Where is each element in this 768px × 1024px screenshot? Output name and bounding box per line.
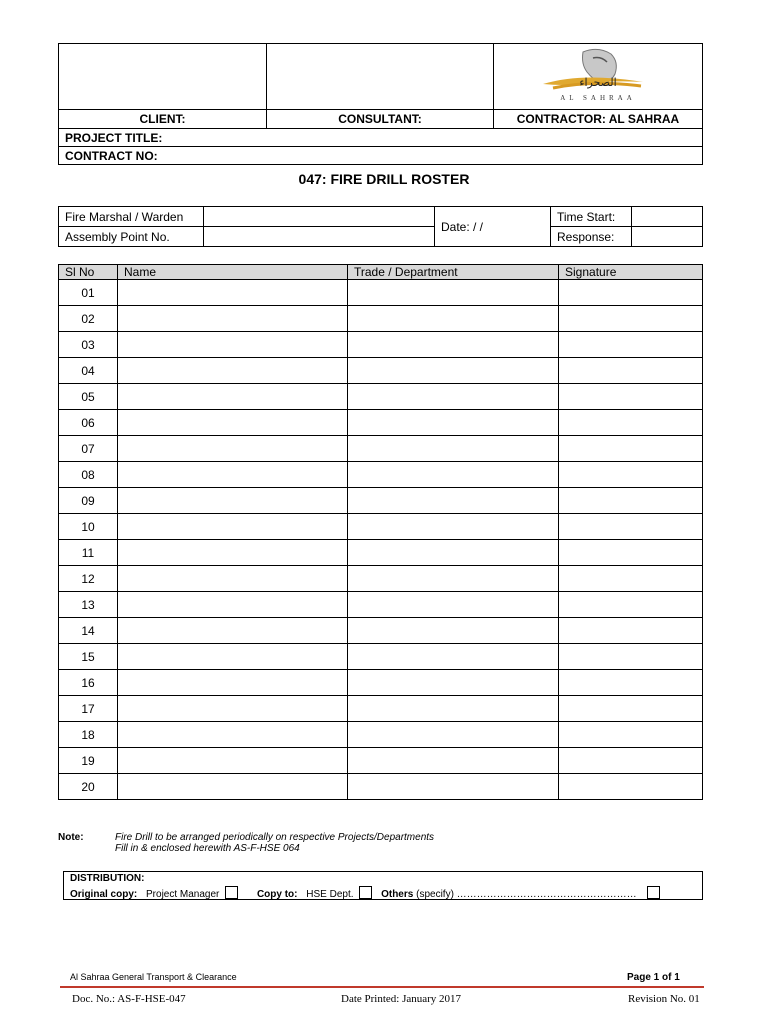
sl-no-cell: 15 [59, 644, 118, 670]
name-cell[interactable] [118, 384, 348, 410]
signature-cell[interactable] [559, 332, 703, 358]
form-title: 047: FIRE DRILL ROSTER [298, 171, 470, 187]
signature-cell[interactable] [559, 696, 703, 722]
trade-department-cell[interactable] [348, 280, 559, 306]
name-cell[interactable] [118, 306, 348, 332]
assembly-point-field[interactable] [204, 227, 435, 247]
sl-no-cell: 16 [59, 670, 118, 696]
logo-text: AL SAHRAA [560, 94, 636, 102]
project-title-label: PROJECT TITLE: [59, 129, 703, 147]
trade-department-cell[interactable] [348, 644, 559, 670]
consultant-label: CONSULTANT: [267, 110, 494, 129]
contractor-logo-cell [494, 44, 703, 110]
name-cell[interactable] [118, 722, 348, 748]
client-logo-cell [59, 44, 267, 110]
name-cell[interactable] [118, 410, 348, 436]
original-copy-label: Original copy: [70, 889, 138, 900]
table-row [59, 358, 703, 384]
sl-no-cell: 12 [59, 566, 118, 592]
trade-department-cell[interactable] [348, 384, 559, 410]
info-table [58, 206, 703, 247]
header-signature: Signature [559, 265, 703, 280]
name-cell[interactable] [118, 462, 348, 488]
signature-cell[interactable] [559, 670, 703, 696]
signature-cell[interactable] [559, 358, 703, 384]
date-field[interactable]: Date: / / [435, 207, 551, 247]
footer-page-number: Page 1 of 1 [627, 972, 680, 983]
table-row [59, 384, 703, 410]
name-cell[interactable] [118, 358, 348, 384]
signature-cell[interactable] [559, 462, 703, 488]
header-sl-no: Sl No [59, 265, 118, 280]
signature-cell[interactable] [559, 436, 703, 462]
signature-cell[interactable] [559, 618, 703, 644]
consultant-logo-cell [267, 44, 494, 110]
contractor-label: CONTRACTOR: AL SAHRAA [494, 110, 703, 129]
name-cell[interactable] [118, 566, 348, 592]
signature-cell[interactable] [559, 566, 703, 592]
name-cell[interactable] [118, 436, 348, 462]
table-row [59, 644, 703, 670]
signature-cell[interactable] [559, 722, 703, 748]
copy-to-label: Copy to: [256, 889, 298, 900]
trade-department-cell[interactable] [348, 462, 559, 488]
name-cell[interactable] [118, 540, 348, 566]
table-row [59, 306, 703, 332]
response-label: Response: [551, 227, 632, 247]
sl-no-cell: 02 [59, 306, 118, 332]
signature-cell[interactable] [559, 306, 703, 332]
trade-department-cell[interactable] [348, 488, 559, 514]
signature-cell[interactable] [559, 488, 703, 514]
table-row [59, 514, 703, 540]
original-copy-value: Project Manager [146, 889, 220, 900]
name-cell[interactable] [118, 332, 348, 358]
footer-date-printed: Date Printed: January 2017 [341, 993, 462, 1005]
header-trade-department: Trade / Department [348, 265, 559, 280]
signature-cell[interactable] [559, 774, 703, 800]
others-checkbox[interactable] [647, 886, 660, 899]
logo-arabic: الصحراء [579, 76, 617, 89]
sl-no-cell: 01 [59, 280, 118, 306]
copy-to-value: HSE Dept. [306, 889, 354, 900]
footer-doc-no: Doc. No.: AS-F-HSE-047 [72, 993, 186, 1005]
footer-divider [60, 986, 704, 988]
others-value: (specify) ……………………………………………… [416, 889, 637, 900]
sl-no-cell: 03 [59, 332, 118, 358]
sl-no-cell: 18 [59, 722, 118, 748]
table-row [59, 566, 703, 592]
distribution-box [63, 871, 703, 900]
table-row [59, 488, 703, 514]
footer-company: Al Sahraa General Transport & Clearance [70, 972, 237, 982]
name-cell[interactable] [118, 618, 348, 644]
footer-revision: Revision No. 01 [628, 993, 700, 1005]
table-row [59, 436, 703, 462]
table-row [59, 332, 703, 358]
signature-cell[interactable] [559, 410, 703, 436]
sl-no-cell: 08 [59, 462, 118, 488]
name-cell[interactable] [118, 748, 348, 774]
note-line-1: Fire Drill to be arranged periodically on respective Projects/Departments [115, 832, 435, 843]
note-line-2: Fill in & enclosed herewith AS-F-HSE 064 [115, 843, 300, 854]
signature-cell[interactable] [559, 384, 703, 410]
name-cell[interactable] [118, 514, 348, 540]
contract-no-label: CONTRACT NO: [59, 147, 703, 165]
name-cell[interactable] [118, 280, 348, 306]
sl-no-cell: 20 [59, 774, 118, 800]
signature-cell[interactable] [559, 644, 703, 670]
signature-cell[interactable] [559, 748, 703, 774]
table-row [59, 592, 703, 618]
trade-department-cell[interactable] [348, 722, 559, 748]
sl-no-cell: 06 [59, 410, 118, 436]
others-label: Others [381, 889, 414, 900]
hse-dept-checkbox[interactable] [359, 886, 372, 899]
sl-no-cell: 09 [59, 488, 118, 514]
trade-department-cell[interactable] [348, 774, 559, 800]
trade-department-cell[interactable] [348, 748, 559, 774]
header-name: Name [118, 265, 348, 280]
trade-department-cell[interactable] [348, 696, 559, 722]
fire-marshal-field[interactable] [204, 207, 435, 227]
sl-no-cell: 13 [59, 592, 118, 618]
client-label: CLIENT: [59, 110, 267, 129]
name-cell[interactable] [118, 696, 348, 722]
table-row [59, 540, 703, 566]
sl-no-cell: 05 [59, 384, 118, 410]
sl-no-cell: 19 [59, 748, 118, 774]
name-cell[interactable] [118, 592, 348, 618]
roster-table [58, 264, 703, 800]
time-start-field[interactable] [632, 207, 703, 227]
trade-department-cell[interactable] [348, 514, 559, 540]
note [58, 832, 434, 854]
trade-department-cell[interactable] [348, 332, 559, 358]
trade-department-cell[interactable] [348, 410, 559, 436]
sl-no-cell: 14 [59, 618, 118, 644]
al-sahraa-logo [523, 44, 673, 104]
time-start-label: Time Start: [551, 207, 632, 227]
trade-department-cell[interactable] [348, 540, 559, 566]
name-cell[interactable] [118, 644, 348, 670]
sl-no-cell: 11 [59, 540, 118, 566]
note-label: Note: [58, 832, 84, 843]
table-row [59, 618, 703, 644]
signature-cell[interactable] [559, 540, 703, 566]
project-manager-checkbox[interactable] [225, 886, 238, 899]
response-field[interactable] [632, 227, 703, 247]
signature-cell[interactable] [559, 280, 703, 306]
trade-department-cell[interactable] [348, 436, 559, 462]
table-row [59, 774, 703, 800]
table-row [59, 722, 703, 748]
fire-marshal-label: Fire Marshal / Warden [59, 207, 204, 227]
trade-department-cell[interactable] [348, 670, 559, 696]
table-row [59, 280, 703, 306]
table-row [59, 670, 703, 696]
name-cell[interactable] [118, 774, 348, 800]
header-table [58, 43, 703, 165]
sl-no-cell: 10 [59, 514, 118, 540]
signature-cell[interactable] [559, 514, 703, 540]
sl-no-cell: 04 [59, 358, 118, 384]
name-cell[interactable] [118, 670, 348, 696]
trade-department-cell[interactable] [348, 306, 559, 332]
sl-no-cell: 17 [59, 696, 118, 722]
trade-department-cell[interactable] [348, 566, 559, 592]
table-row [59, 410, 703, 436]
table-row [59, 696, 703, 722]
assembly-point-label: Assembly Point No. [59, 227, 204, 247]
table-row [59, 748, 703, 774]
trade-department-cell[interactable] [348, 618, 559, 644]
name-cell[interactable] [118, 488, 348, 514]
roster-body [59, 280, 703, 800]
sl-no-cell: 07 [59, 436, 118, 462]
distribution-heading: DISTRIBUTION: [70, 873, 145, 884]
trade-department-cell[interactable] [348, 592, 559, 618]
table-row [59, 462, 703, 488]
signature-cell[interactable] [559, 592, 703, 618]
trade-department-cell[interactable] [348, 358, 559, 384]
